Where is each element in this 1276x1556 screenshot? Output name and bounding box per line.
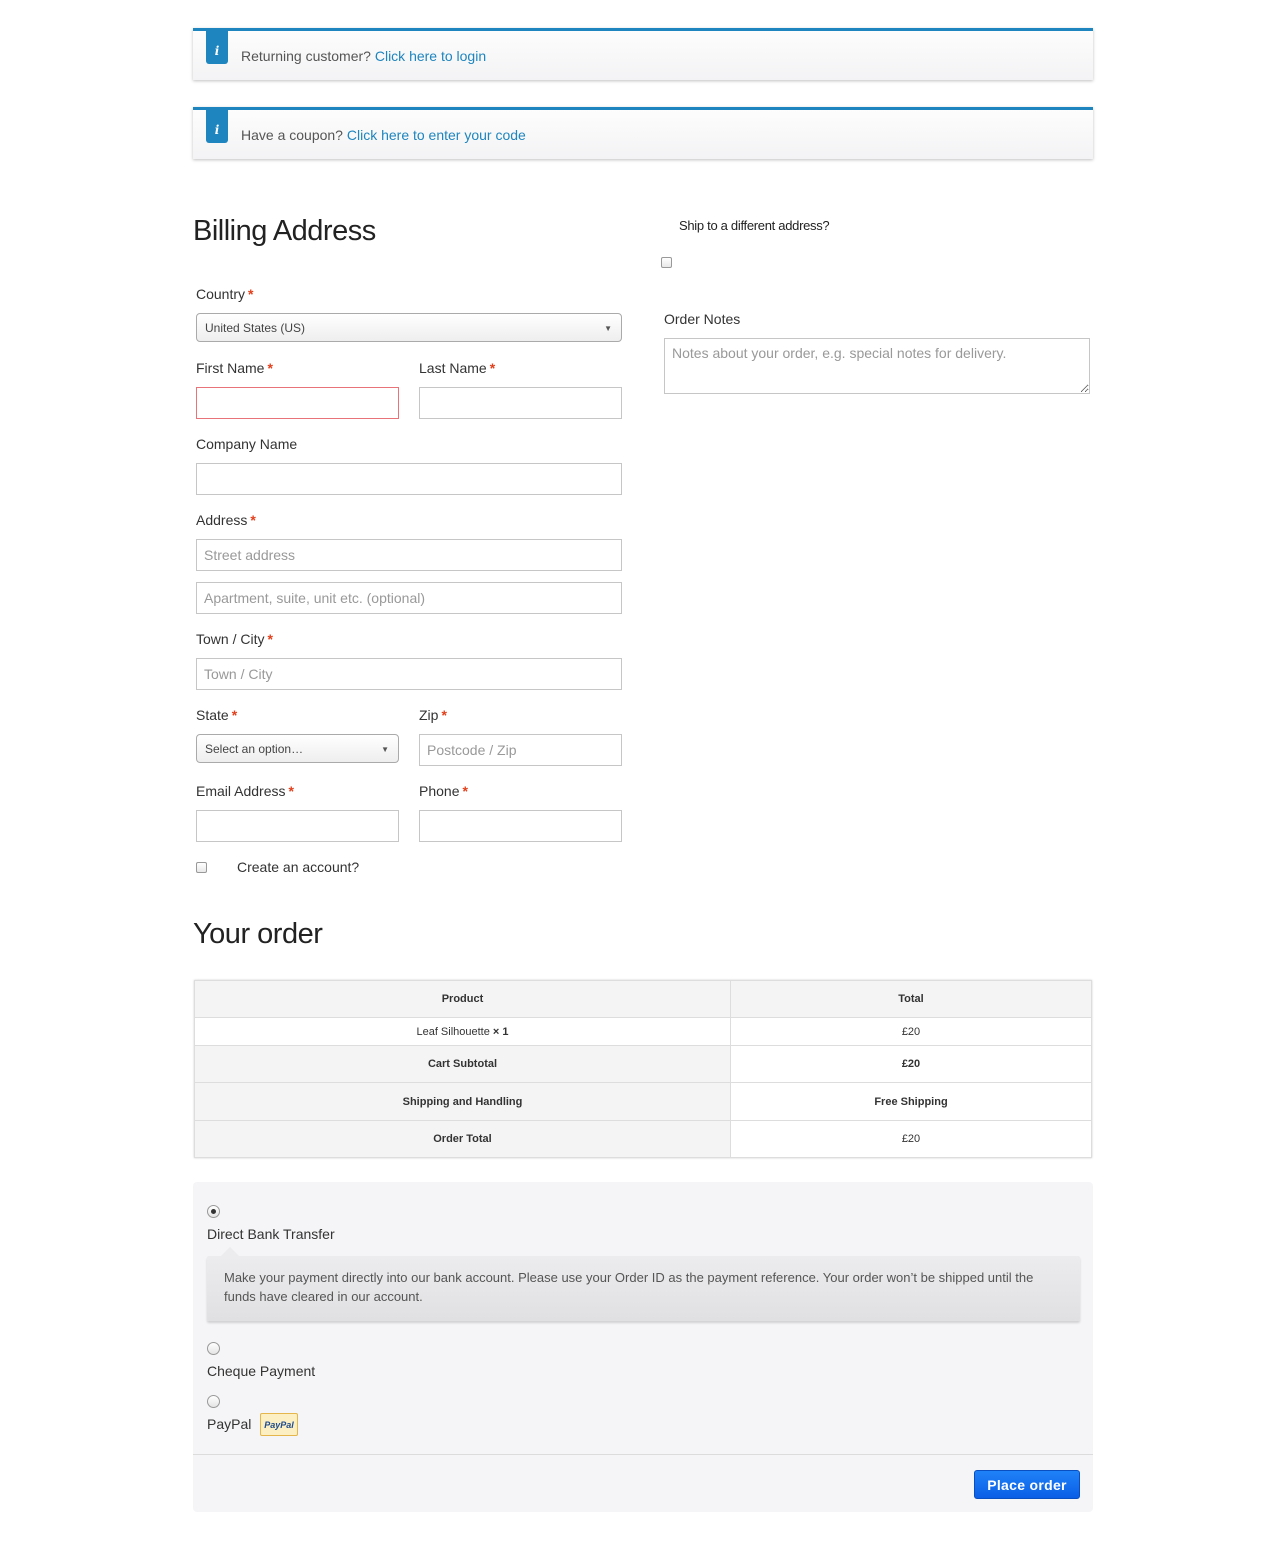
bacs-description: Make your payment directly into our bank account. Please use your Order ID as the payment reference. Your order won’t be shipped until the funds have cleared in our account. [207,1256,1080,1321]
email-input[interactable] [196,810,399,842]
table-row [195,1046,1092,1083]
order-total-label: Order Total [195,1121,731,1158]
coupon-link[interactable]: Click here to enter your code [346,126,526,143]
ship-different-checkbox[interactable] [661,257,672,268]
state-value: Select an option… [205,741,304,756]
zip-input[interactable]: Postcode / Zip [419,734,622,766]
notice-coupon-text: Have a coupon? [241,126,343,143]
product-total: £20 [731,1018,1092,1046]
country-label: Country * [196,286,254,302]
dropdown-arrow-icon: ▼ [381,745,389,754]
country-select[interactable] [196,313,622,342]
shipping-value: Free Shipping [731,1083,1092,1121]
order-total-value: £20 [731,1121,1092,1158]
login-link[interactable]: Click here to login [374,47,487,64]
payment-section [193,1182,1093,1512]
shipping-label: Shipping and Handling [195,1083,731,1121]
product-name: Leaf Silhouette [416,1025,490,1038]
first-name-label: First Name * [196,360,273,376]
zip-label: Zip * [419,707,447,723]
divider [193,1454,1093,1455]
cheque-label: Cheque Payment [207,1363,316,1379]
apartment-input[interactable]: Apartment, suite, unit etc. (optional) [196,582,622,614]
notice-returning-customer [193,28,1093,80]
city-input[interactable]: Town / City [196,658,622,690]
table-header-row [195,981,1092,1018]
paypal-radio[interactable] [207,1395,220,1408]
order-notes-label: Order Notes [664,311,741,327]
total-header: Total [731,981,1092,1018]
paypal-label: PayPal [207,1416,252,1432]
order-notes-textarea[interactable] [664,338,1090,394]
place-order-button[interactable]: Place order [974,1470,1080,1499]
dropdown-arrow-icon: ▼ [604,324,612,333]
subtotal-label: Cart Subtotal [195,1046,731,1083]
create-account-checkbox[interactable] [196,862,207,873]
bacs-label: Direct Bank Transfer [207,1226,335,1242]
paypal-logo-icon: PayPal [260,1413,298,1436]
address-label: Address * [196,512,256,528]
last-name-label: Last Name * [419,360,496,376]
phone-label: Phone * [419,783,468,799]
product-qty: × 1 [492,1025,509,1038]
billing-title: Billing Address [193,215,376,247]
state-label: State * [196,707,238,723]
order-title: Your order [193,918,323,950]
table-row [195,1018,1092,1046]
notice-coupon [193,107,1093,159]
order-table [194,980,1092,1158]
subtotal-value: £20 [731,1046,1092,1083]
country-value: United States (US) [205,320,306,335]
create-account-label: Create an account? [237,859,360,875]
product-header: Product [195,981,731,1018]
state-select[interactable] [196,734,399,763]
table-row [195,1083,1092,1121]
product-cell [195,1018,731,1046]
info-icon: i [206,110,228,143]
bacs-radio[interactable] [207,1205,220,1218]
cheque-radio[interactable] [207,1342,220,1355]
notice-text [241,127,526,143]
notice-text [241,48,486,64]
email-label: Email Address * [196,783,294,799]
first-name-input[interactable] [196,387,399,419]
notice-login-text: Returning customer? [241,47,371,64]
info-icon: i [206,31,228,64]
company-label: Company Name [196,436,298,452]
street-address-input[interactable]: Street address [196,539,622,571]
company-input[interactable] [196,463,622,495]
city-label: Town / City * [196,631,273,647]
table-row [195,1121,1092,1158]
phone-input[interactable] [419,810,622,842]
last-name-input[interactable] [419,387,622,419]
ship-different-label: Ship to a different address? [679,218,830,233]
